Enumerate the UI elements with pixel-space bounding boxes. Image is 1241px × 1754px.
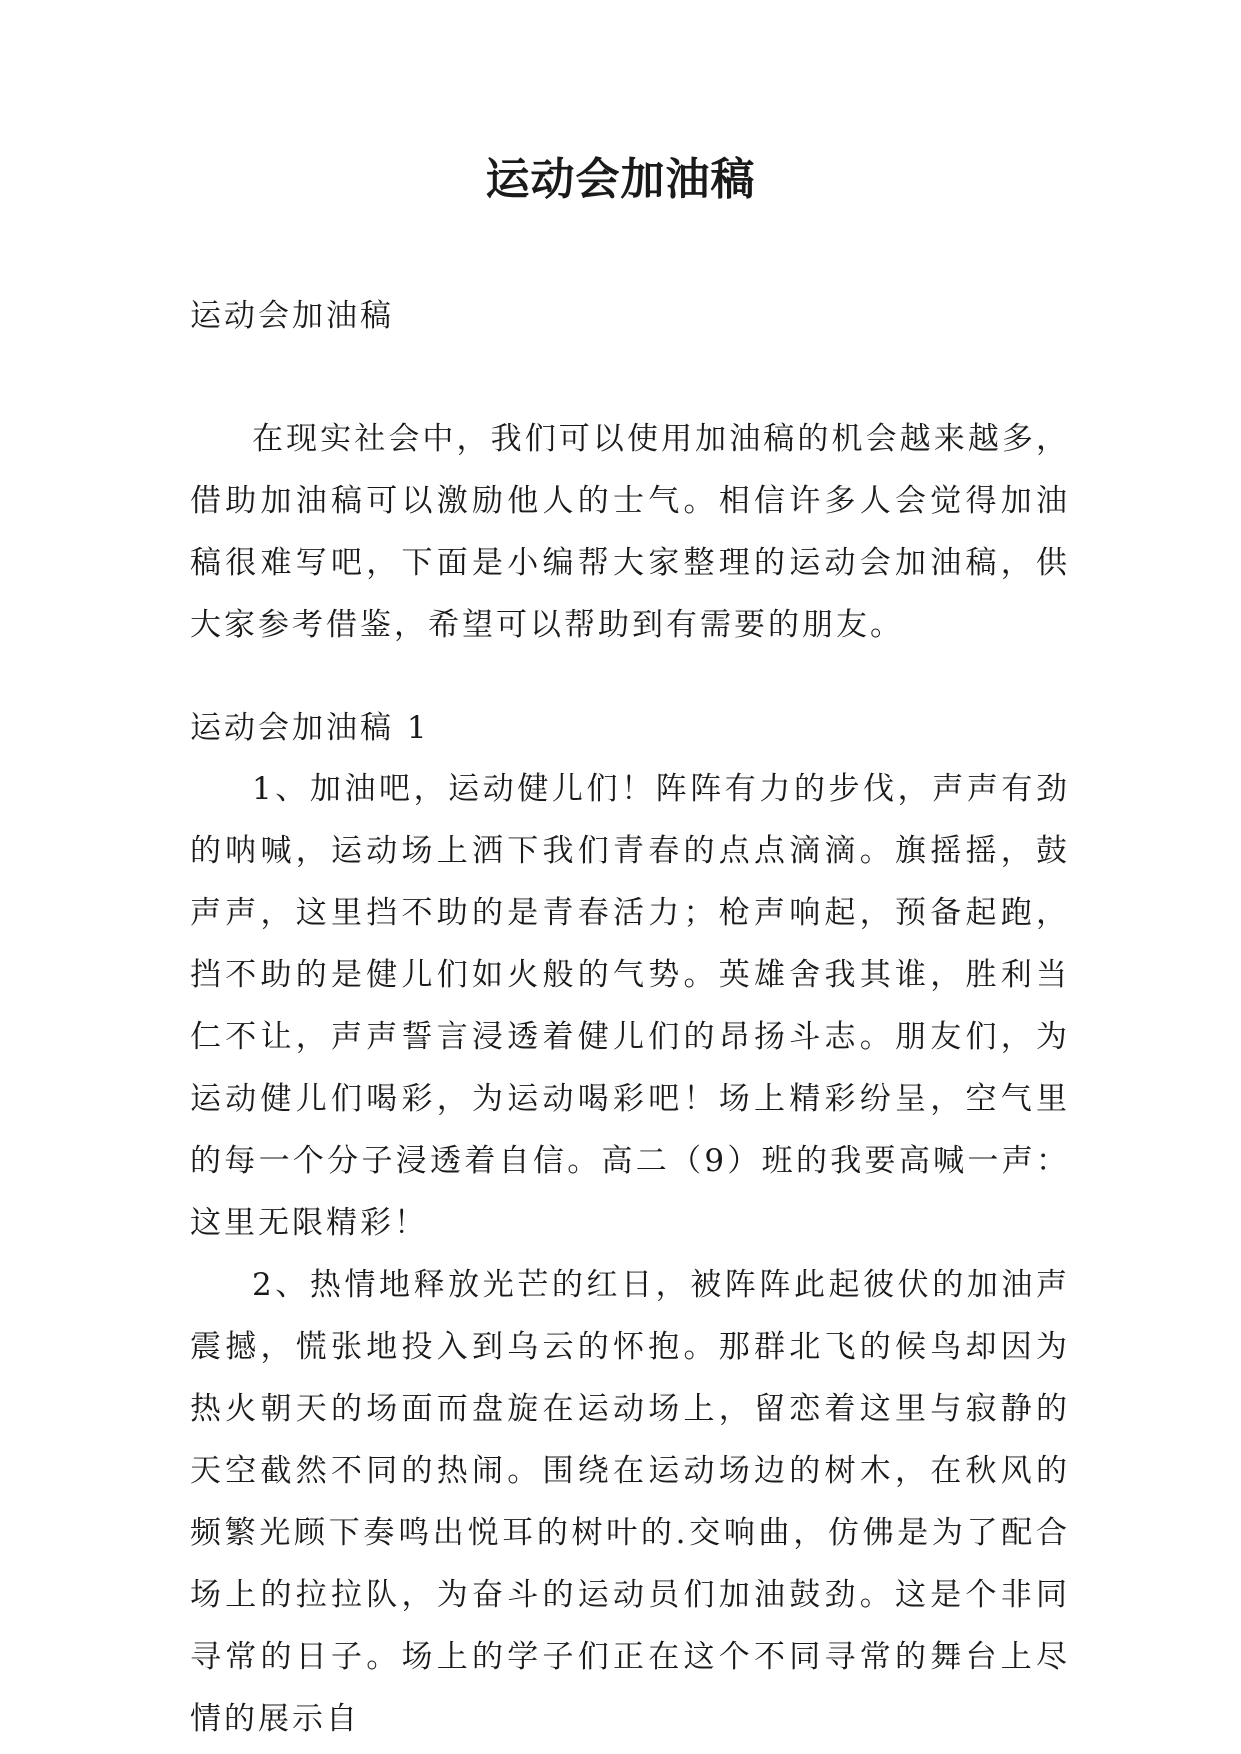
intro-section (190, 408, 1070, 656)
cheer-item: 1、加油吧，运动健儿们！阵阵有力的步伐，声声有劲的呐喊，运动场上洒下我们青春的点点滴滴。旗摇摇，鼓声声，这里挡不助的是青春活力；枪声响起，预备起跑，挡不助的是健儿们如火般的气势。英雄舍我其谁，胜利当仁不让，声声誓言浸透着健儿们的昂扬斗志。朋友们，为运动健儿们喝彩，为运动喝彩吧！场上精彩纷呈，空气里的每一个分子浸透着自信。高二（9）班的我要高喊一声：这里无限精彩！ (190, 771, 1070, 1241)
section-heading (190, 697, 1070, 759)
subtitle-text: 运动会加油稿 (190, 298, 394, 334)
section-heading-text: 运动会加油稿 1 (190, 710, 430, 746)
cheer-item: 2、热情地释放光芒的红日，被阵阵此起彼伏的加油声震撼，慌张地投入到乌云的怀抱。那群北飞的候鸟却因为热火朝天的场面而盘旋在运动场上，留恋着这里与寂静的天空截然不同的热闹。围绕在运动场边的树木，在秋风的频繁光顾下奏鸣出悦耳的树叶的.交响曲，仿佛是为了配合场上的拉拉队，为奋斗的运动员们加油鼓劲。这是个非同寻常的日子。场上的学子们正在这个不同寻常的舞台上尽情的展示自 (190, 1267, 1070, 1737)
document-title: 运动会加油稿 (485, 154, 756, 205)
document-subtitle (190, 285, 1070, 347)
intro-paragraph: 在现实社会中，我们可以使用加油稿的机会越来越多，借助加油稿可以激励他人的士气。相信许多人会觉得加油稿很难写吧，下面是小编帮大家整理的运动会加油稿，供大家参考借鉴，希望可以帮助到有需要的朋友。 (190, 421, 1070, 643)
cheer-items (190, 758, 1070, 1750)
